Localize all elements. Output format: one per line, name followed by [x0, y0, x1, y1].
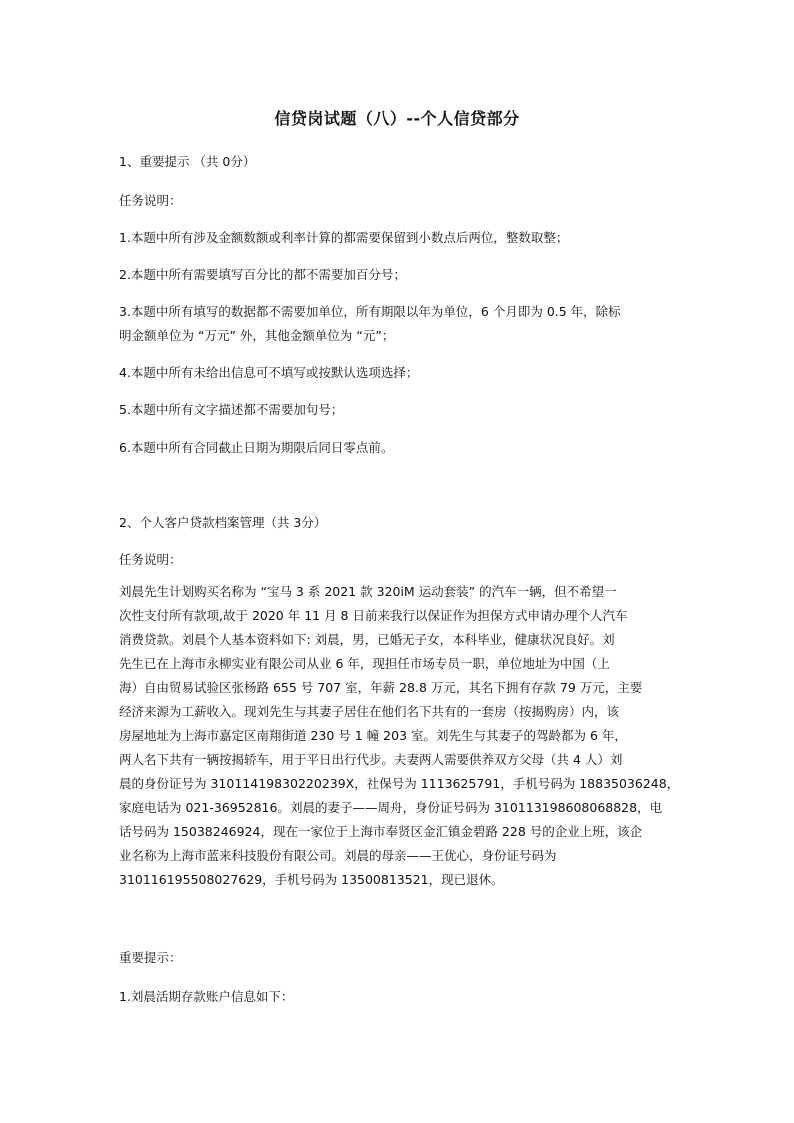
case-description-paragraph [119, 580, 679, 892]
paragraph-line: 次性支付所有款项,故于 2020 年 11 月 8 日前来我行以保证作为担保方式申请办理个人汽车 [119, 608, 628, 623]
paragraph-line: 房屋地址为上海市嘉定区南翔街道 230 号 1 幢 203 室。刘先生与其妻子的驾龄都为 6 年， [119, 728, 627, 743]
paragraph-line: 消费贷款。刘晨个人基本资料如下: 刘晨，男，已婚无子女，本科毕业，健康状况良好。刘 [119, 632, 615, 647]
section1-task-label: 任务说明： [119, 193, 182, 208]
paragraph-line: 先生已在上海市永柳实业有限公司从业 6 年，现担任市场专员一职，单位地址为中国（上 [119, 656, 610, 671]
section2-heading: 2、个人客户贷款档案管理（共 3分） [119, 515, 327, 530]
rule-4: 4.本题中所有未给出信息可不填写或按默认选项选择； [119, 365, 419, 380]
paragraph-line: 业名称为上海市蓝来科技股份有限公司。刘晨的母亲——王优心，身份证号码为 [119, 848, 557, 863]
section1-heading: 1、重要提示 （共 0分） [119, 154, 256, 169]
paragraph-line: 海）自由贸易试验区张杨路 655 号 707 室，年薪 28.8 万元，其名下拥有存款 79 万元，主要 [119, 680, 643, 695]
document-title: 信贷岗试题（八）--个人信贷部分 [274, 109, 520, 128]
rule-5: 5.本题中所有文字描述都不需要加句号； [119, 402, 344, 417]
rule-2: 2.本题中所有需要填写百分比的都不需要加百分号； [119, 267, 406, 282]
rule-3-line-2: 明金额单位为 “万元” 外，其他金额单位为 “元”； [119, 328, 395, 343]
paragraph-line: 两人名下共有一辆按揭轿车，用于平日出行代步。夫妻两人需要供养双方父母（共 4 人）刘 [119, 752, 623, 767]
rule-1: 1.本题中所有涉及金额数额或利率计算的都需要保留到小数点后两位，整数取整； [119, 230, 569, 245]
notes-heading: 重要提示： [119, 950, 182, 965]
paragraph-line: 刘晨先生计划购买名称为 “宝马 3 系 2021 款 320iM 运动套装” 的汽车一辆，但不希望一 [119, 584, 617, 599]
notes-item-1: 1.刘晨活期存款账户信息如下： [119, 989, 294, 1004]
rule-3-line-1: 3.本题中所有填写的数据都不需要加单位，所有期限以年为单位，6 个月即为 0.5 年，除标 [119, 304, 621, 319]
paragraph-line: 话号码为 15038246924，现在一家位于上海市奉贤区金汇镇金碧路 228 号的企业上班，该企 [119, 824, 643, 839]
paragraph-line: 经济来源为工薪收入。现刘先生与其妻子居住在他们名下共有的一套房（按揭购房）内，该 [119, 704, 620, 719]
paragraph-line: 310116195508027629，手机号码为 13500813521，现已退休。 [119, 872, 504, 887]
rule-6: 6.本题中所有合同截止日期为期限后同日零点前。 [119, 440, 394, 455]
paragraph-line: 家庭电话为 021-36952816。刘晨的妻子——周舟，身份证号码为 310113198608068828，电 [119, 800, 663, 815]
section2-task-label: 任务说明： [119, 552, 182, 567]
paragraph-line: 晨的身份证号为 31011419830220239X，社保号为 1113625791，手机号码为 18835036248， [119, 776, 680, 791]
